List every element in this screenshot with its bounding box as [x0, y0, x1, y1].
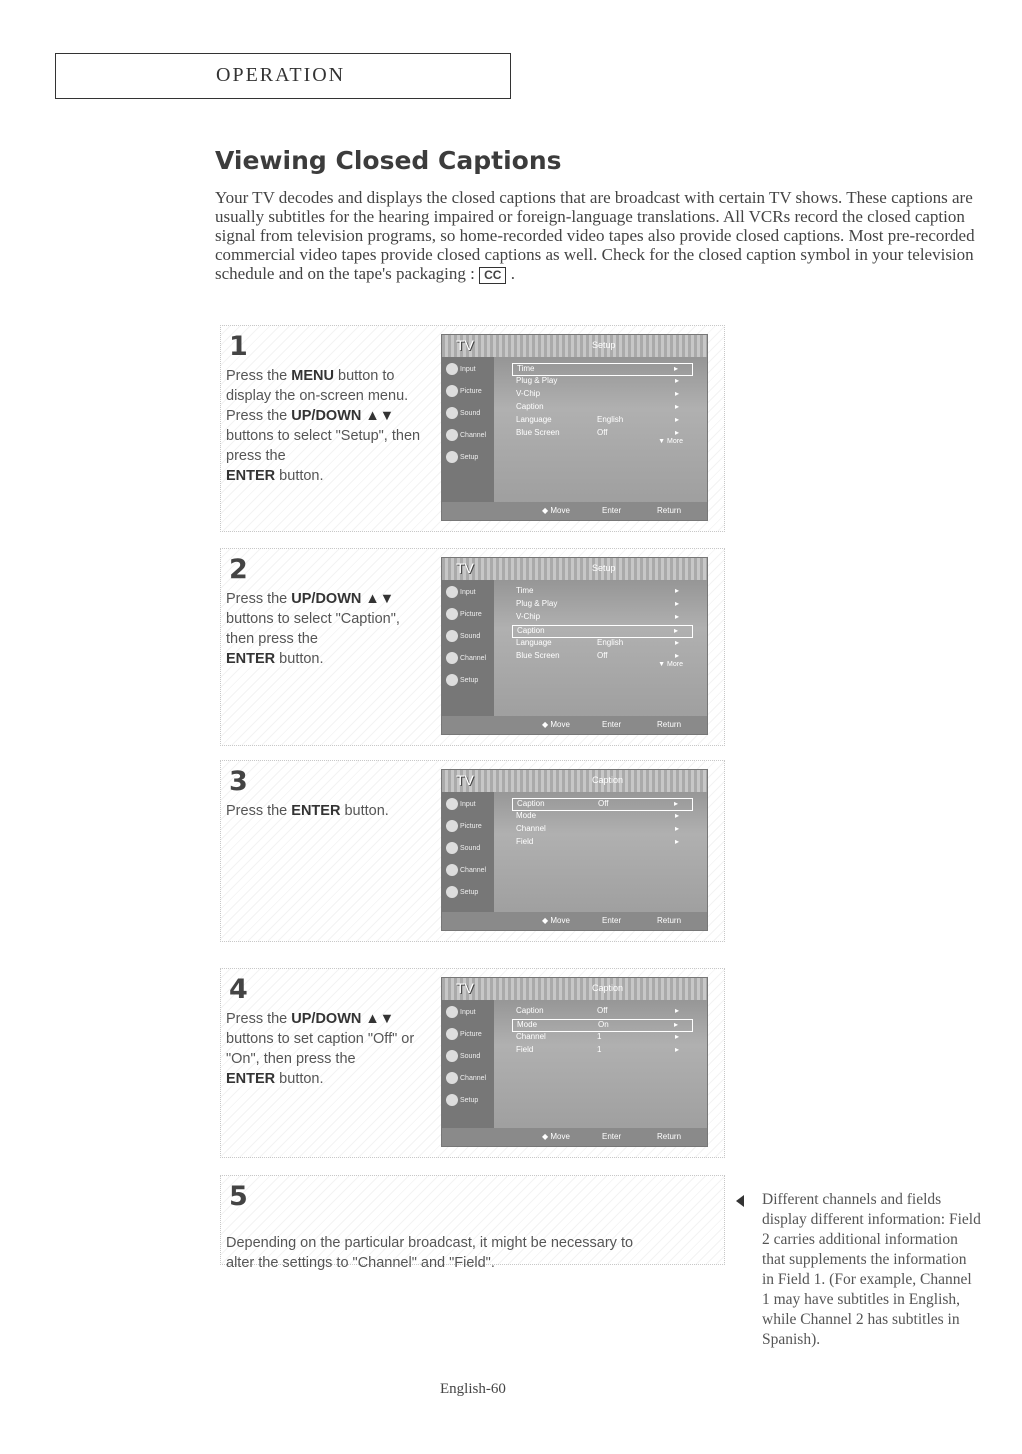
menu-category-icon [446, 820, 458, 832]
osd-footer-enter: Enter [602, 1132, 622, 1141]
osd-menu-row [512, 599, 693, 612]
page-title: Viewing Closed Captions [215, 146, 562, 175]
step-panel-5 [220, 1175, 725, 1271]
step-1-text [226, 366, 431, 486]
chevron-right-icon: ▸ [674, 1045, 679, 1054]
menu-category-icon [446, 1006, 458, 1018]
osd-menu-row [512, 586, 693, 599]
button-name: ENTER [291, 803, 341, 819]
osd-footer-move: ◆ Move [542, 916, 570, 925]
section-header-box [55, 53, 511, 99]
osd-footer [442, 716, 707, 734]
menu-category-icon [446, 886, 458, 898]
osd-row-label: Caption [517, 626, 545, 635]
osd-menu-title: Caption [592, 775, 624, 785]
chevron-right-icon: ▸ [674, 811, 679, 820]
osd-menu-row [512, 389, 693, 402]
osd-row-label: Field [516, 837, 534, 846]
osd-footer-return: Return [657, 720, 682, 729]
step-3-text [226, 801, 431, 821]
menu-category-icon [446, 407, 458, 419]
osd-row-value: Off [597, 1006, 608, 1015]
side-note [742, 1190, 982, 1350]
osd-sidebar-item: Setup [446, 886, 490, 903]
button-name: ENTER [226, 651, 276, 667]
osd-menu-row [512, 798, 693, 811]
step-number: 2 [229, 554, 248, 585]
menu-category-icon [446, 385, 458, 397]
osd-sidebar-item: Setup [446, 1094, 490, 1111]
osd-row-label: Mode [517, 1020, 538, 1029]
menu-category-icon [446, 864, 458, 876]
osd-row-value: English [597, 415, 624, 424]
osd-sidebar-item: Input [446, 798, 490, 815]
osd-menu-row [512, 811, 693, 824]
step-panel-4 [220, 968, 725, 1158]
instruction-line: Press the ENTER button. [226, 803, 389, 819]
chevron-right-icon: ▸ [674, 402, 679, 411]
osd-row-value: 1 [597, 1032, 602, 1041]
osd-row-label: Caption [516, 1006, 544, 1015]
osd-footer-enter: Enter [602, 916, 622, 925]
osd-row-label: Time [517, 364, 535, 373]
menu-category-icon [446, 630, 458, 642]
chevron-right-icon: ▸ [674, 638, 679, 647]
osd-row-label: V-Chip [516, 389, 541, 398]
osd-row-label: Caption [517, 799, 545, 808]
osd-row-label: Language [516, 638, 552, 647]
osd-menu-row [512, 1006, 693, 1019]
osd-row-value: Off [597, 651, 608, 660]
osd-more-indicator: ▼ More [658, 438, 683, 445]
osd-row-value: On [598, 1020, 609, 1029]
osd-footer-return: Return [657, 506, 682, 515]
chevron-right-icon: ▸ [674, 824, 679, 833]
osd-sidebar-item: Input [446, 363, 490, 380]
osd-row-label: V-Chip [516, 612, 541, 621]
osd-footer-move: ◆ Move [542, 1132, 570, 1141]
instruction-line: ENTER button. [226, 1071, 324, 1087]
osd-row-label: Blue Screen [516, 428, 560, 437]
chevron-right-icon: ▸ [674, 651, 679, 660]
osd-sidebar-item: Channel [446, 864, 490, 881]
button-name: ENTER [226, 468, 276, 484]
button-name: UP/DOWN ▲▼ [291, 591, 395, 607]
step-5-text: Depending on the particular broadcast, it might be necessary to alter the settings to "Channel" and "Field". [226, 1235, 634, 1271]
osd-sidebar-item: Input [446, 586, 490, 603]
osd-row-label: Blue Screen [516, 651, 560, 660]
chevron-right-icon: ▸ [674, 599, 679, 608]
menu-category-icon [446, 429, 458, 441]
cc-symbol: CC [479, 267, 506, 284]
osd-footer-move: ◆ Move [542, 506, 570, 515]
step-2-text [226, 589, 431, 669]
osd-header [442, 558, 707, 580]
osd-more-indicator: ▼ More [658, 661, 683, 668]
osd-menu-row [512, 625, 693, 638]
osd-footer-return: Return [657, 916, 682, 925]
chevron-right-icon: ▸ [674, 415, 679, 424]
button-name: UP/DOWN ▲▼ [291, 1011, 395, 1027]
menu-category-icon [446, 652, 458, 664]
chevron-right-icon: ▸ [673, 1020, 678, 1029]
osd-menu-row [512, 1045, 693, 1058]
step-number: 5 [229, 1181, 248, 1212]
osd-footer-move: ◆ Move [542, 720, 570, 729]
chevron-right-icon: ▸ [673, 364, 678, 373]
osd-row-label: Time [516, 586, 534, 595]
instruction-line: ENTER button. [226, 651, 324, 667]
osd-menu-row [512, 402, 693, 415]
osd-sidebar-item: Picture [446, 385, 490, 402]
osd-sidebar-item: Sound [446, 1050, 490, 1067]
button-name: MENU [291, 368, 334, 384]
osd-sidebar-item: Input [446, 1006, 490, 1023]
osd-tv-label: TV [456, 980, 474, 996]
chevron-right-icon: ▸ [674, 389, 679, 398]
osd-footer [442, 1128, 707, 1146]
osd-sidebar-item: Channel [446, 429, 490, 446]
step-panel-3 [220, 760, 725, 942]
osd-tv-label: TV [456, 337, 474, 353]
osd-menu-title: Setup [592, 340, 616, 350]
step-panel-1 [220, 325, 725, 532]
step-number: 1 [229, 331, 248, 362]
osd-sidebar-item: Channel [446, 652, 490, 669]
osd-menu-row [512, 612, 693, 625]
osd-menu-row [512, 1019, 693, 1032]
menu-category-icon [446, 1028, 458, 1040]
osd-row-label: Mode [516, 811, 537, 820]
osd-row-label: Language [516, 415, 552, 424]
osd-tv-label: TV [456, 772, 474, 788]
osd-sidebar [442, 1000, 494, 1128]
chevron-right-icon: ▸ [674, 612, 679, 621]
osd-menu-list [512, 586, 693, 664]
osd-screenshot [441, 334, 708, 521]
osd-row-value: English [597, 638, 624, 647]
osd-sidebar-item: Picture [446, 608, 490, 625]
osd-sidebar-item: Sound [446, 407, 490, 424]
osd-sidebar [442, 580, 494, 716]
menu-category-icon [446, 586, 458, 598]
osd-sidebar [442, 792, 494, 912]
chevron-right-icon: ▸ [674, 428, 679, 437]
chevron-right-icon: ▸ [674, 1032, 679, 1041]
osd-row-label: Field [516, 1045, 534, 1054]
osd-header [442, 770, 707, 792]
menu-category-icon [446, 363, 458, 375]
osd-menu-row [512, 837, 693, 850]
page-number: English-60 [440, 1381, 506, 1397]
menu-category-icon [446, 842, 458, 854]
osd-footer [442, 502, 707, 520]
intro-paragraph [215, 188, 975, 284]
pointer-arrow-icon [736, 1195, 744, 1207]
note-text: Different channels and fields display different information: Field 2 carries additional information that supplements the information in Field 1. (For example, Channel 1 may have subtitles in English, while Channel 2 has subtitles in Spanish). [762, 1191, 981, 1348]
menu-category-icon [446, 608, 458, 620]
osd-menu-list [512, 363, 693, 441]
intro-text: Your TV decodes and displays the closed captions that are broadcast with certain TV shows. These captions are usually subtitles for the hearing impaired or foreign-language translations. All VCRs record the closed caption signal from television programs, so home-recorded video tapes also provide closed captions. Most pre-recorded commercial video tapes provide closed captions as well. Check for the closed caption symbol in your television schedule and on the tape's packaging : [215, 188, 975, 283]
chevron-right-icon: ▸ [674, 376, 679, 385]
osd-sidebar-item: Setup [446, 674, 490, 691]
osd-sidebar [442, 357, 494, 502]
osd-row-label: Plug & Play [516, 376, 558, 385]
osd-footer-enter: Enter [602, 506, 622, 515]
osd-row-value: Off [598, 799, 609, 808]
osd-sidebar-item: Setup [446, 451, 490, 468]
osd-sidebar-item: Channel [446, 1072, 490, 1089]
menu-category-icon [446, 674, 458, 686]
osd-row-label: Channel [516, 824, 546, 833]
osd-sidebar-item: Picture [446, 1028, 490, 1045]
osd-screenshot [441, 557, 708, 735]
osd-row-label: Plug & Play [516, 599, 558, 608]
osd-menu-row [512, 415, 693, 428]
osd-menu-list [512, 798, 693, 850]
chevron-right-icon: ▸ [674, 586, 679, 595]
step-4-text [226, 1009, 431, 1089]
instruction-line: Press the MENU button to display the on-screen menu. [226, 368, 409, 404]
button-name: UP/DOWN ▲▼ [291, 408, 395, 424]
osd-menu-row [512, 824, 693, 837]
osd-menu-row [512, 363, 693, 376]
chevron-right-icon: ▸ [674, 837, 679, 846]
instruction-line: ENTER button. [226, 468, 324, 484]
chevron-right-icon: ▸ [674, 1006, 679, 1015]
chevron-right-icon: ▸ [673, 626, 678, 635]
osd-tv-label: TV [456, 560, 474, 576]
menu-category-icon [446, 451, 458, 463]
osd-menu-row [512, 376, 693, 389]
osd-footer-return: Return [657, 1132, 682, 1141]
osd-menu-title: Setup [592, 563, 616, 573]
osd-menu-list [512, 1006, 693, 1058]
osd-header [442, 978, 707, 1000]
osd-footer [442, 912, 707, 930]
intro-tail: . [510, 264, 515, 283]
osd-menu-row [512, 1032, 693, 1045]
step-number: 4 [229, 974, 248, 1005]
osd-menu-title: Caption [592, 983, 624, 993]
osd-row-value: Off [597, 428, 608, 437]
instruction-line: Press the UP/DOWN ▲▼ buttons to set caption "Off" or "On", then press the [226, 1011, 415, 1067]
osd-screenshot [441, 769, 708, 931]
osd-row-label: Caption [516, 402, 544, 411]
osd-screenshot [441, 977, 708, 1147]
osd-menu-row [512, 638, 693, 651]
osd-footer-enter: Enter [602, 720, 622, 729]
osd-row-label: Channel [516, 1032, 546, 1041]
instruction-line: Press the UP/DOWN ▲▼ buttons to select "Caption", then press the [226, 591, 400, 647]
menu-category-icon [446, 1072, 458, 1084]
button-name: ENTER [226, 1071, 276, 1087]
chevron-right-icon: ▸ [673, 799, 678, 808]
menu-category-icon [446, 798, 458, 810]
osd-sidebar-item: Sound [446, 842, 490, 859]
instruction-line: Press the UP/DOWN ▲▼ buttons to select "Setup", then press the [226, 408, 421, 464]
menu-category-icon [446, 1094, 458, 1106]
step-number: 3 [229, 766, 248, 797]
section-label: OPERATION [216, 64, 346, 86]
osd-sidebar-item: Picture [446, 820, 490, 837]
osd-header [442, 335, 707, 357]
osd-row-value: 1 [597, 1045, 602, 1054]
osd-sidebar-item: Sound [446, 630, 490, 647]
menu-category-icon [446, 1050, 458, 1062]
step-panel-2 [220, 548, 725, 746]
